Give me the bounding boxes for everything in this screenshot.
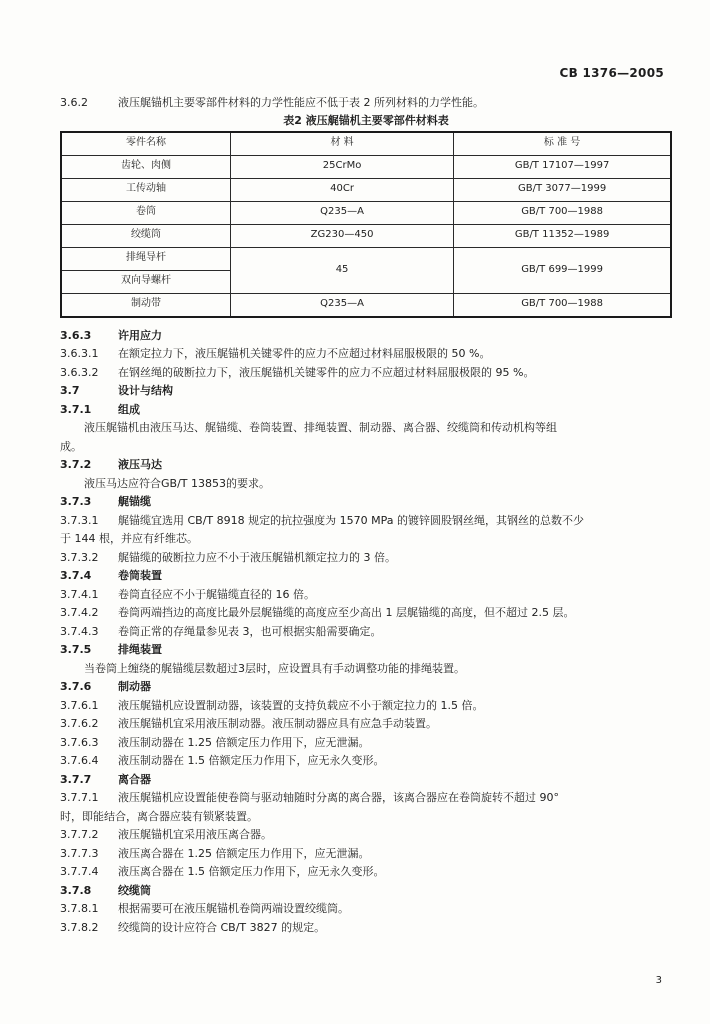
- clause-number: 3.7.6.4: [60, 754, 99, 767]
- clause-text: 卷筒两端挡边的高度比最外层艉锚缆的高度应至少高出 1 层艉锚缆的高度，但不超过 2.5 层。: [118, 606, 575, 619]
- clause-number: 3.7.4.3: [60, 624, 99, 638]
- clause-heading: [60, 456, 672, 475]
- clause: [60, 715, 672, 734]
- clause: [60, 789, 672, 808]
- clause-text: 液压艉锚机宜采用液压制动器。液压制动器应具有应急手动装置。: [118, 717, 437, 730]
- clause-number: 3.7.8: [60, 883, 92, 897]
- document-body: [60, 94, 672, 937]
- table-row: [61, 178, 671, 201]
- clause-number: 3.7.7: [60, 772, 92, 786]
- cell-part: 工传动轴: [61, 178, 230, 201]
- cell-material: 45: [230, 247, 453, 293]
- clause-text: 绞缆筒的设计应符合 CB/T 3827 的规定。: [118, 920, 326, 934]
- clause-text: 液压离合器在 1.25 倍额定压力作用下，应无泄漏。: [118, 846, 370, 860]
- cell-material: ZG230—450: [230, 224, 453, 247]
- clause-paragraph: 液压马达应符合GB/T 13853的要求。: [84, 476, 270, 490]
- clause-number: 3.7.1: [60, 402, 92, 416]
- clause-number: 3.7: [60, 384, 80, 397]
- clause-number: 3.7.4.2: [60, 606, 99, 619]
- clause-paragraph-cont: 于 144 根，并应有纤维芯。: [60, 532, 198, 545]
- clause-number: 3.7.4.1: [60, 587, 99, 601]
- page-number: 3: [655, 975, 662, 986]
- clause-heading: [60, 567, 672, 586]
- cell-material: Q235—A: [230, 201, 453, 224]
- cell-standard: GB/T 17107—1997: [454, 155, 671, 178]
- clause-number: 3.7.7.4: [60, 865, 99, 878]
- clause-paragraph-cont: 时，即能结合，离合器应装有锁紧装置。: [60, 809, 258, 823]
- clause: [60, 345, 672, 364]
- clause-text: 卷筒正常的存绳量参见表 3，也可根据实船需要确定。: [118, 624, 382, 638]
- clause: [60, 549, 672, 568]
- cell-standard: GB/T 700—1988: [454, 293, 671, 317]
- clause-text: 组成: [118, 402, 140, 416]
- table-header-row: [61, 132, 671, 156]
- clause-text: 在钢丝绳的破断拉力下，液压艉锚机关键零件的应力不应超过材料屈服极限的 95 %。: [118, 365, 535, 379]
- header-standard: 标 准 号: [454, 132, 671, 156]
- clause-heading: [60, 771, 672, 790]
- table-row: [61, 155, 671, 178]
- clause: [60, 364, 672, 383]
- cell-material: Q235—A: [230, 293, 453, 317]
- clause-number: 3.7.8.1: [60, 902, 99, 915]
- cell-standard: GB/T 3077—1999: [454, 178, 671, 201]
- clause-number: 3.7.6: [60, 680, 92, 693]
- cell-part: 绞缆筒: [61, 224, 230, 247]
- cell-standard: GB/T 699—1999: [454, 247, 671, 293]
- clause-number: 3.6.2: [60, 96, 88, 109]
- header-material: 材 料: [230, 132, 453, 156]
- clause: [60, 752, 672, 771]
- clause-heading: [60, 678, 672, 697]
- cell-part: 双向导螺杆: [61, 270, 230, 293]
- header-part: 零件名称: [61, 132, 230, 156]
- clause: [60, 604, 672, 623]
- cell-material: 40Cr: [230, 178, 453, 201]
- clause-text: 排绳装置: [118, 643, 162, 656]
- clause-number: 3.7.7.2: [60, 828, 99, 841]
- cell-part: 制动带: [61, 293, 230, 317]
- clause-number: 3.6.3: [60, 328, 92, 342]
- clause: [60, 734, 672, 753]
- clause-paragraph-cont: 成。: [60, 439, 82, 453]
- table-row: [61, 247, 671, 270]
- clause-text: 艉锚缆宜选用 CB/T 8918 规定的抗拉强度为 1570 MPa 的镀锌圆股钢丝绳，其钢丝的总数不少: [118, 513, 584, 527]
- table-title: 表2 液压艉锚机主要零部件材料表: [283, 113, 449, 127]
- clause-heading: [60, 641, 672, 660]
- clause: [60, 512, 672, 531]
- clause-text: 液压艉锚机主要零部件材料的力学性能应不低于表 2 所列材料的力学性能。: [118, 96, 484, 109]
- clause-text: 绞缆筒: [118, 883, 151, 897]
- table-row: [61, 201, 671, 224]
- clause-text: 卷筒装置: [118, 569, 162, 582]
- cell-standard: GB/T 700—1988: [454, 201, 671, 224]
- clause: [60, 697, 672, 716]
- clause-text: 设计与结构: [118, 384, 173, 397]
- clause: [60, 863, 672, 882]
- clause-number: 3.7.5: [60, 643, 92, 656]
- clause-number: 3.7.6.3: [60, 735, 99, 749]
- clause-number: 3.7.7.1: [60, 791, 99, 804]
- clause-heading: [60, 493, 672, 512]
- clause-text: 液压艉锚机宜采用液压离合器。: [118, 828, 272, 841]
- clause-3-6-2: [60, 94, 672, 113]
- clause-paragraph: 液压艉锚机由液压马达、艉锚缆、卷筒装置、排绳装置、制动器、离合器、绞缆筒和传动机构等组: [84, 421, 557, 434]
- clause-text: 液压制动器在 1.25 倍额定压力作用下，应无泄漏。: [118, 735, 370, 749]
- clause-paragraph: 当卷筒上缠绕的艉锚缆层数超过3层时，应设置具有手动调整功能的排绳装置。: [84, 661, 465, 675]
- clause-text: 制动器: [118, 680, 151, 693]
- clause-text: 液压艉锚机应设置制动器，该装置的支持负载应不小于额定拉力的 1.5 倍。: [118, 698, 484, 712]
- clause-number: 3.6.3.1: [60, 347, 99, 360]
- clause-text: 艉锚缆: [118, 495, 151, 508]
- clause-text: 根据需要可在液压艉锚机卷筒两端设置绞缆筒。: [118, 902, 349, 915]
- clause-number: 3.6.3.2: [60, 365, 99, 379]
- table-row: [61, 293, 671, 317]
- materials-table: [60, 131, 672, 318]
- clause-number: 3.7.3.2: [60, 550, 99, 564]
- clause-text: 液压艉锚机应设置能使卷筒与驱动轴随时分离的离合器，该离合器应在卷筒旋转不超过 90°: [118, 791, 559, 804]
- clause: [60, 919, 672, 938]
- clause-heading: [60, 327, 672, 346]
- clause-number: 3.7.7.3: [60, 846, 99, 860]
- clause-number: 3.7.3.1: [60, 513, 99, 527]
- clause-text: 卷筒直径应不小于艉锚缆直径的 16 倍。: [118, 587, 315, 601]
- clause-number: 3.7.4: [60, 569, 92, 582]
- clause: [60, 845, 672, 864]
- clause-text: 在额定拉力下，液压艉锚机关键零件的应力不应超过材料屈服极限的 50 %。: [118, 347, 491, 360]
- clause-number: 3.7.8.2: [60, 920, 99, 934]
- clause-number: 3.7.6.1: [60, 698, 99, 712]
- cell-part: 卷筒: [61, 201, 230, 224]
- clause-number: 3.7.3: [60, 495, 92, 508]
- cell-part: 排绳导杆: [61, 247, 230, 270]
- clause: [60, 623, 672, 642]
- clause-number: 3.7.6.2: [60, 717, 99, 730]
- clause: [60, 586, 672, 605]
- clause-text: 液压马达: [118, 458, 162, 471]
- cell-part: 齿轮、肉侧: [61, 155, 230, 178]
- clause-text: 许用应力: [118, 328, 162, 342]
- cell-standard: GB/T 11352—1989: [454, 224, 671, 247]
- clause-text: 液压离合器在 1.5 倍额定压力作用下，应无永久变形。: [118, 865, 385, 878]
- clause-number: 3.7.2: [60, 458, 92, 471]
- clause-text: 离合器: [118, 772, 151, 786]
- clause-text: 液压制动器在 1.5 倍额定压力作用下，应无永久变形。: [118, 754, 385, 767]
- clause-heading: [60, 401, 672, 420]
- cell-material: 25CrMo: [230, 155, 453, 178]
- clause-heading: [60, 882, 672, 901]
- clause-heading: [60, 382, 672, 401]
- clause-text: 艉锚缆的破断拉力应不小于液压艉锚机额定拉力的 3 倍。: [118, 550, 396, 564]
- clause: [60, 900, 672, 919]
- document-code: CB 1376—2005: [559, 66, 664, 80]
- clause: [60, 826, 672, 845]
